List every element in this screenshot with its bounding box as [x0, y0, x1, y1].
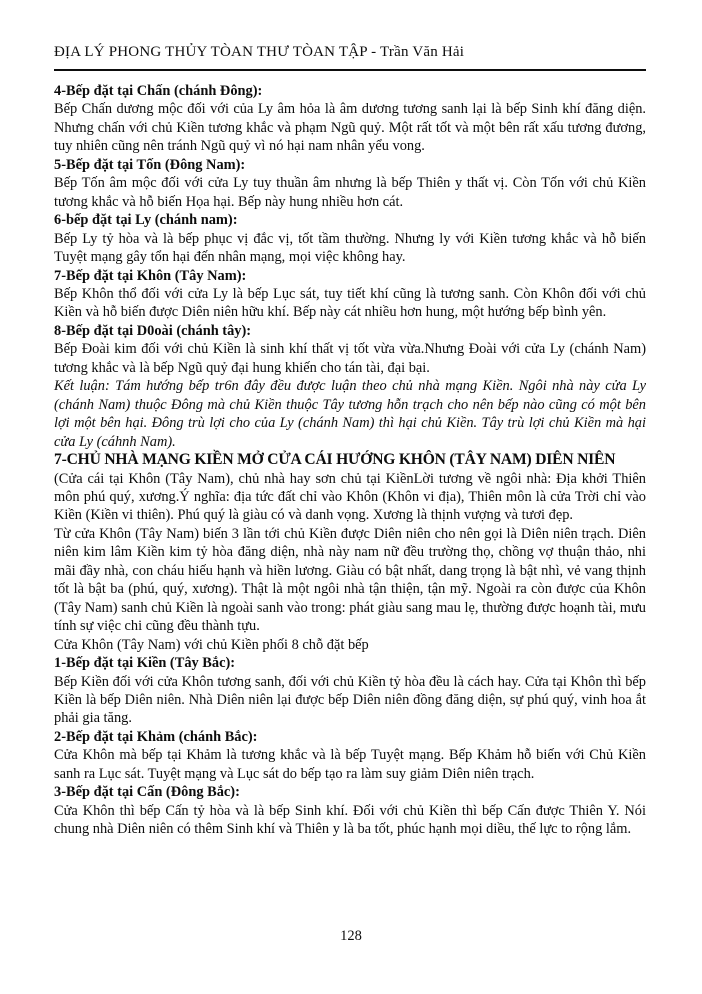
section-heading: 5-Bếp đặt tại Tốn (Đông Nam):: [54, 156, 246, 173]
section-heading: 2-Bếp đặt tại Khảm (chánh Bắc):: [54, 728, 258, 745]
body-paragraph: Cửa Khôn (Tây Nam) với chủ Kiền phối 8 chỗ đặt bếp: [54, 636, 369, 653]
body-paragraph: Bếp Chấn dương mộc đối với của Ly âm hỏa là âm dương tương sanh lại là bếp Sinh khí đăng diện. Nhưng chấn với chủ Kiền tương khắc và phạm Ngũ quỷ. Một rất tốt và một bên rất xấu tương đương, tuy nhiên cũng nên tránh Ngũ quỷ vì nó hại nam nhân yểu vong.: [54, 101, 646, 155]
body-paragraph: Bếp Khôn thổ đối với cửa Ly là bếp Lục sát, tuy tiết khí cũng là tương sanh. Còn Khôn đối với chủ Kiền và hỗ biến được Diên niên hữu khí. Bếp này cát nhiều hơn hung, một hướng bếp bình yên.: [54, 285, 646, 321]
page-number: 128: [340, 928, 362, 944]
header-rule: [54, 69, 646, 71]
page-content: [54, 42, 646, 839]
body-paragraph: Cửa Khôn thì bếp Cấn tỷ hòa và là bếp Sinh khí. Đối với chủ Kiền thì bếp Cấn được Thiên Y. Nói chung nhà Diên niên có thêm Sinh khí và Thiên y là ba tốt, phúc hạnh mọi diều, thế lực to rộng lắm.: [54, 802, 646, 838]
body-paragraph: Bếp Đoài kim đối với chủ Kiền là sinh khí thất vị tốt vừa vừa.Nhưng Đoài với cửa Ly (chánh Nam) tương khắc và là bếp Ngũ quỷ đại hung khiến cho tán tài, đại bại.: [54, 341, 646, 376]
chapter-heading: 7-CHỦ NHÀ MẠNG KIỀN MỞ CỬA CÁI HƯỚNG KHÔN (TÂY NAM) DIÊN NIÊN: [54, 451, 616, 469]
body-paragraph: Từ cửa Khôn (Tây Nam) biến 3 lần tới chủ Kiền được Diên niên cho nên gọi là Diên niên trạch. Diên niên kim lâm Kiền kim tỷ hòa đăng diện, nhà này nam nữ đều trường thọ, chồng vợ thuận thảo, nhi mãi đầy nhà, con cháu hiếu hạnh và hiền lương. Giàu có bật nhất, dang trọng là bật nhì, vẻ vang thịnh tốt là bật ba (phú, quý, xương). Thật là một ngôi nhà tận thiện, tận mỹ. Ngoài ra còn được của Khôn (Tây Nam) sanh chủ Kiền là ngoài sanh vào trong: phát giàu sang mau lẹ, thường được hoạnh tài, mưu tính sự việc chi cũng đều thành tựu.: [54, 525, 646, 635]
running-header-title: ĐỊA LÝ PHONG THỦY TÒAN THƯ TÒAN TẬP - Trần Văn Hải: [54, 44, 465, 60]
section-heading: 3-Bếp đặt tại Cấn (Đông Bắc):: [54, 784, 240, 801]
section-heading: 1-Bếp đặt tại Kiền (Tây Bắc):: [54, 655, 236, 672]
body-paragraph: Cửa Khôn mà bếp tại Khảm là tương khắc và là bếp Tuyệt mạng. Bếp Khảm hỗ biến với Chủ Kiền sanh ra Lục sát. Tuyệt mạng và Lục sát do bếp tạo ra làm suy giảm Diên niên trạch.: [54, 747, 646, 782]
page-footer: [0, 928, 702, 945]
body-paragraph: (Cửa cái tại Khôn (Tây Nam), chủ nhà hay sơn chủ tại KiềnLời tương về ngôi nhà: Địa khởi Thiên môn phú quý, xương.Ý nghĩa: địa tức đất chỉ vào Khôn (Khôn vi địa), Thiên môn là cửa Trời chỉ vào Kiền (Kiền vi thiên). Phú quý là giàu có và danh vọng. Xương là thịnh vượng và tươi đẹp.: [54, 470, 646, 524]
document-body: [54, 82, 646, 839]
section-heading: 6-bếp đặt tại Ly (chánh nam):: [54, 212, 238, 229]
body-paragraph: Bếp Tốn âm mộc đối với cửa Ly tuy thuần âm nhưng là bếp Thiên y thất vị. Còn Tốn với chủ Kiền tương khắc và hỗ biến Họa hại. Bếp này hung nhiều hơn cát.: [54, 175, 646, 210]
body-paragraph: Bếp Ly tỷ hòa và là bếp phục vị đắc vị, tốt tầm thường. Nhưng ly với Kiền tương khắc và hỗ biến Tuyệt mạng gây tổn hại đến nhân mạng, mọi việc không hay.: [54, 230, 646, 266]
section-heading: 4-Bếp đặt tại Chấn (chánh Đông):: [54, 83, 263, 99]
body-paragraph: Bếp Kiền đối với cửa Khôn tương sanh, đối với chủ Kiền tỷ hòa đều là cách hay. Cửa tại Khôn thì bếp Kiền là bếp Diên niên. Nhà Diên niên lại được bếp Diên niên đồng đăng diện, sự phú quý, vinh hoa ắt phải gia tăng.: [54, 673, 646, 727]
section-heading: 7-Bếp đặt tại Khôn (Tây Nam):: [54, 267, 247, 284]
conclusion-paragraph: Kết luận: Tám hướng bếp tr6n đây đều được luận theo chủ nhà mạng Kiền. Ngôi nhà này cửa Ly (chánh Nam) thuộc Đông mà chủ Kiền thuộc Tây tương hỗn trạch cho nên bếp nào cũng có một bên lợi một bên hại. Đông trù lợi cho của Ly (chánh Nam) thì hại chủ Kiền. Tây trù lợi chủ Kiền mà hại cửa Ly (cáhnh Nam).: [54, 378, 646, 450]
section-heading: 8-Bếp đặt tại D0oài (chánh tây):: [54, 322, 252, 339]
